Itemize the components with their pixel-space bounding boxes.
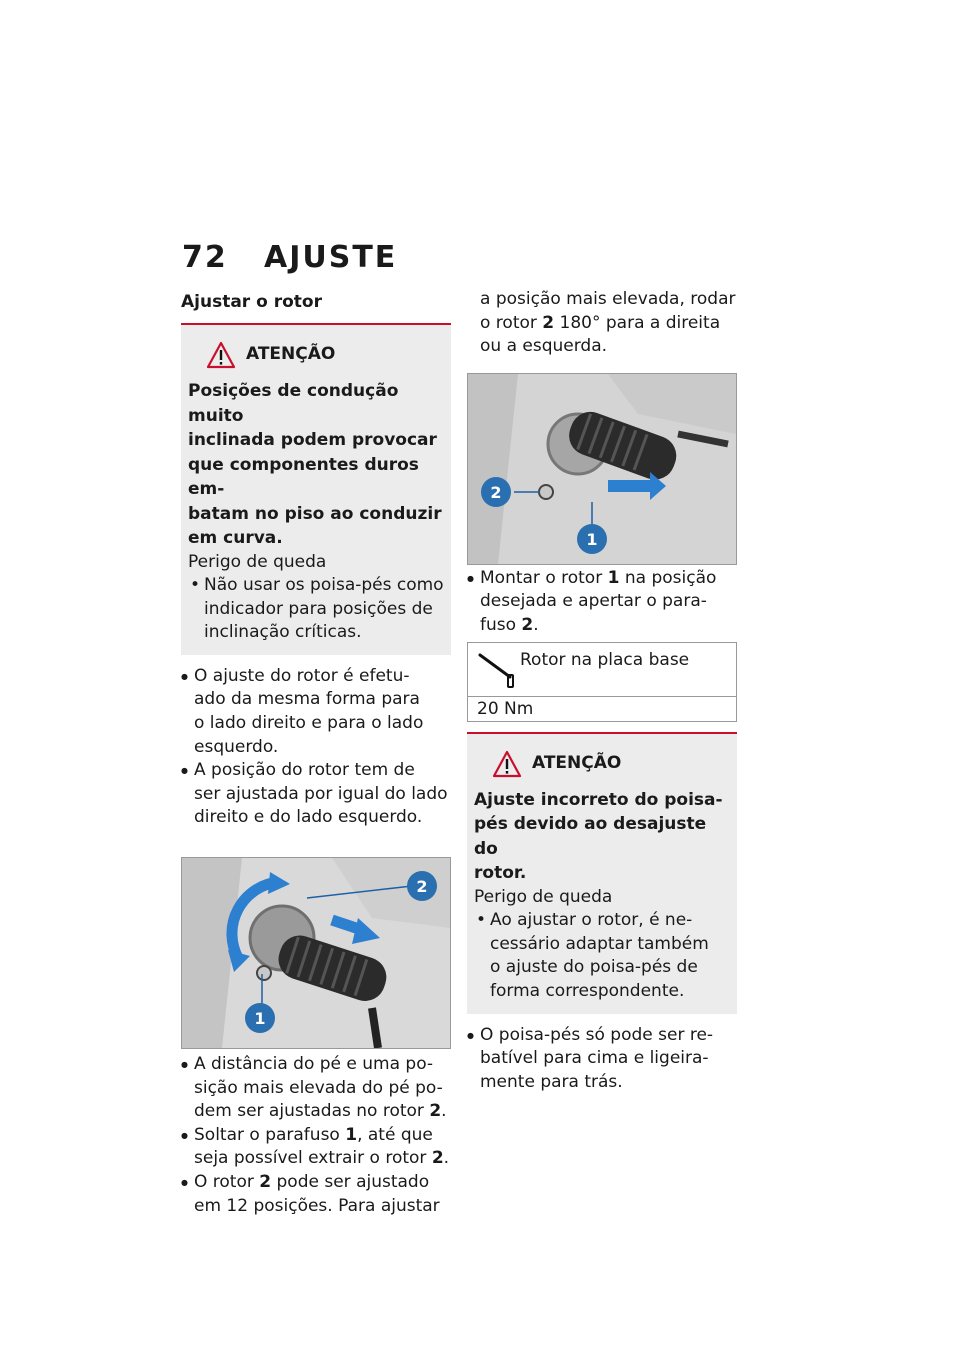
- bullet-list-c: [467, 567, 737, 638]
- line: indicador para posições de: [204, 598, 433, 619]
- ref-number: 2: [429, 1101, 442, 1122]
- line: [194, 1100, 451, 1124]
- bullet-item: [467, 567, 737, 638]
- bullet-item: [181, 1053, 451, 1124]
- warning-line: batam no piso ao conduzir: [188, 503, 442, 524]
- line: esquerdo.: [194, 736, 279, 757]
- text: 180° para a direita: [554, 312, 721, 333]
- bullet-item: [181, 1171, 451, 1218]
- bullet-item: [467, 1024, 737, 1095]
- line: ● A posição do rotor tem de: [194, 760, 415, 781]
- bullet-item: [181, 1124, 451, 1171]
- line: sição mais elevada do pé po-: [194, 1077, 443, 1098]
- line: mente para trás.: [480, 1071, 623, 1092]
- line: ● O poisa-pés só pode ser re-: [480, 1024, 714, 1045]
- text: o rotor: [480, 312, 543, 333]
- callout-2: 2: [416, 877, 428, 897]
- page-title: AJUSTE: [264, 240, 398, 275]
- line: o ajuste do poisa-pés de: [490, 957, 698, 978]
- rotor-mount-illustration: [468, 374, 736, 564]
- line: [194, 1124, 451, 1148]
- bullet-item: [181, 759, 451, 830]
- line: [480, 567, 737, 591]
- line: batível para cima e ligeira-: [480, 1048, 709, 1069]
- line: ser ajustada por igual do lado: [194, 783, 448, 804]
- continued-text: [467, 288, 737, 359]
- line: ● O ajuste do rotor é efetu-: [194, 665, 410, 686]
- text: .: [443, 1148, 450, 1169]
- line: [194, 1171, 451, 1195]
- text: , até que: [357, 1124, 433, 1145]
- warning-measure-item: [474, 909, 730, 1003]
- ref-number: 2: [521, 614, 534, 635]
- line: ado da mesma forma para: [194, 689, 420, 710]
- line: em 12 posições. Para ajustar: [194, 1195, 440, 1216]
- warning-line: Posições de condução muito: [188, 381, 399, 426]
- line: • Ao ajustar o rotor, é ne-: [490, 910, 693, 931]
- warning-line: rotor.: [474, 863, 527, 884]
- bullet-item: [181, 665, 451, 759]
- text: .: [441, 1101, 447, 1122]
- page-number: 72: [182, 240, 228, 275]
- text: Montar o rotor: [480, 567, 608, 588]
- torque-spec-table: [467, 642, 737, 722]
- warning-box: [467, 732, 737, 1014]
- left-column: [181, 291, 451, 1218]
- text: na posição: [619, 567, 717, 588]
- ref-number: 1: [607, 567, 620, 588]
- warning-line: inclinada podem provocar: [188, 430, 437, 450]
- warning-measures: [188, 574, 444, 645]
- warning-danger: Perigo de queda: [474, 886, 613, 907]
- right-column: [467, 288, 737, 1094]
- line: direito e do lado esquerdo.: [194, 807, 423, 828]
- ref-number: 2: [259, 1172, 272, 1192]
- footrest-rotor-photo: [181, 857, 451, 1049]
- ref-number: 2: [431, 1148, 444, 1169]
- warning-label: ATENÇÃO: [246, 344, 336, 365]
- warning-line: que componentes duros em-: [188, 454, 419, 499]
- text: .: [533, 614, 539, 635]
- line: ou a esquerda.: [480, 336, 608, 357]
- callout-1: 1: [586, 529, 598, 549]
- line: forma correspondente.: [490, 980, 685, 1001]
- text: pode ser ajustado: [271, 1172, 430, 1192]
- line: desejada e apertar o para-: [480, 591, 707, 612]
- callout-1: 1: [254, 1009, 266, 1029]
- warning-measure-item: [188, 574, 444, 645]
- text: fuso: [480, 614, 522, 635]
- ref-number: 2: [542, 312, 555, 333]
- line: [194, 1147, 451, 1171]
- warning-line: pés devido ao desajuste do: [474, 814, 707, 859]
- warning-triangle-icon: [206, 341, 236, 369]
- warning-header: [206, 339, 444, 371]
- rotor-mount-photo: [467, 373, 737, 565]
- callout-2: 2: [490, 482, 502, 502]
- warning-triangle-icon: [492, 750, 522, 778]
- text: Soltar o parafuso: [194, 1124, 346, 1145]
- warning-line: em curva.: [188, 528, 283, 548]
- warning-header: [492, 748, 730, 780]
- bullet-list-a: [181, 665, 451, 830]
- line: a posição mais elevada, rodar: [480, 289, 736, 309]
- torque-spec-header: [468, 643, 736, 697]
- warning-message: [188, 379, 444, 551]
- line: ● A distância do pé e uma po-: [194, 1054, 434, 1075]
- line: • Não usar os poisa-pés como: [204, 575, 444, 596]
- line: [480, 312, 737, 336]
- line: [480, 614, 737, 638]
- section-title: Ajustar o rotor: [181, 292, 322, 312]
- rotor-illustration: [182, 858, 450, 1048]
- bullet-list-b: [181, 1053, 451, 1218]
- torque-spec-label: Rotor na placa base: [520, 649, 690, 670]
- warning-measures: [474, 909, 730, 1003]
- text: seja possível extrair o rotor: [194, 1148, 432, 1169]
- line: inclinação críticas.: [204, 622, 362, 643]
- warning-message: [474, 788, 730, 886]
- text: dem ser ajustadas no rotor: [194, 1101, 430, 1122]
- torque-wrench-icon: [476, 651, 516, 689]
- ref-number: 1: [345, 1124, 358, 1145]
- warning-box: [181, 323, 451, 655]
- warning-danger: Perigo de queda: [188, 551, 327, 572]
- line: cessário adaptar também: [490, 933, 709, 954]
- warning-label: ATENÇÃO: [532, 752, 622, 773]
- page-header: [182, 240, 482, 280]
- torque-spec-value: 20 Nm: [477, 698, 534, 719]
- line: o lado direito e para o lado: [194, 713, 424, 734]
- text: O rotor: [194, 1172, 260, 1192]
- bullet-list-d: [467, 1024, 737, 1095]
- warning-line: Ajuste incorreto do poisa-: [474, 789, 723, 810]
